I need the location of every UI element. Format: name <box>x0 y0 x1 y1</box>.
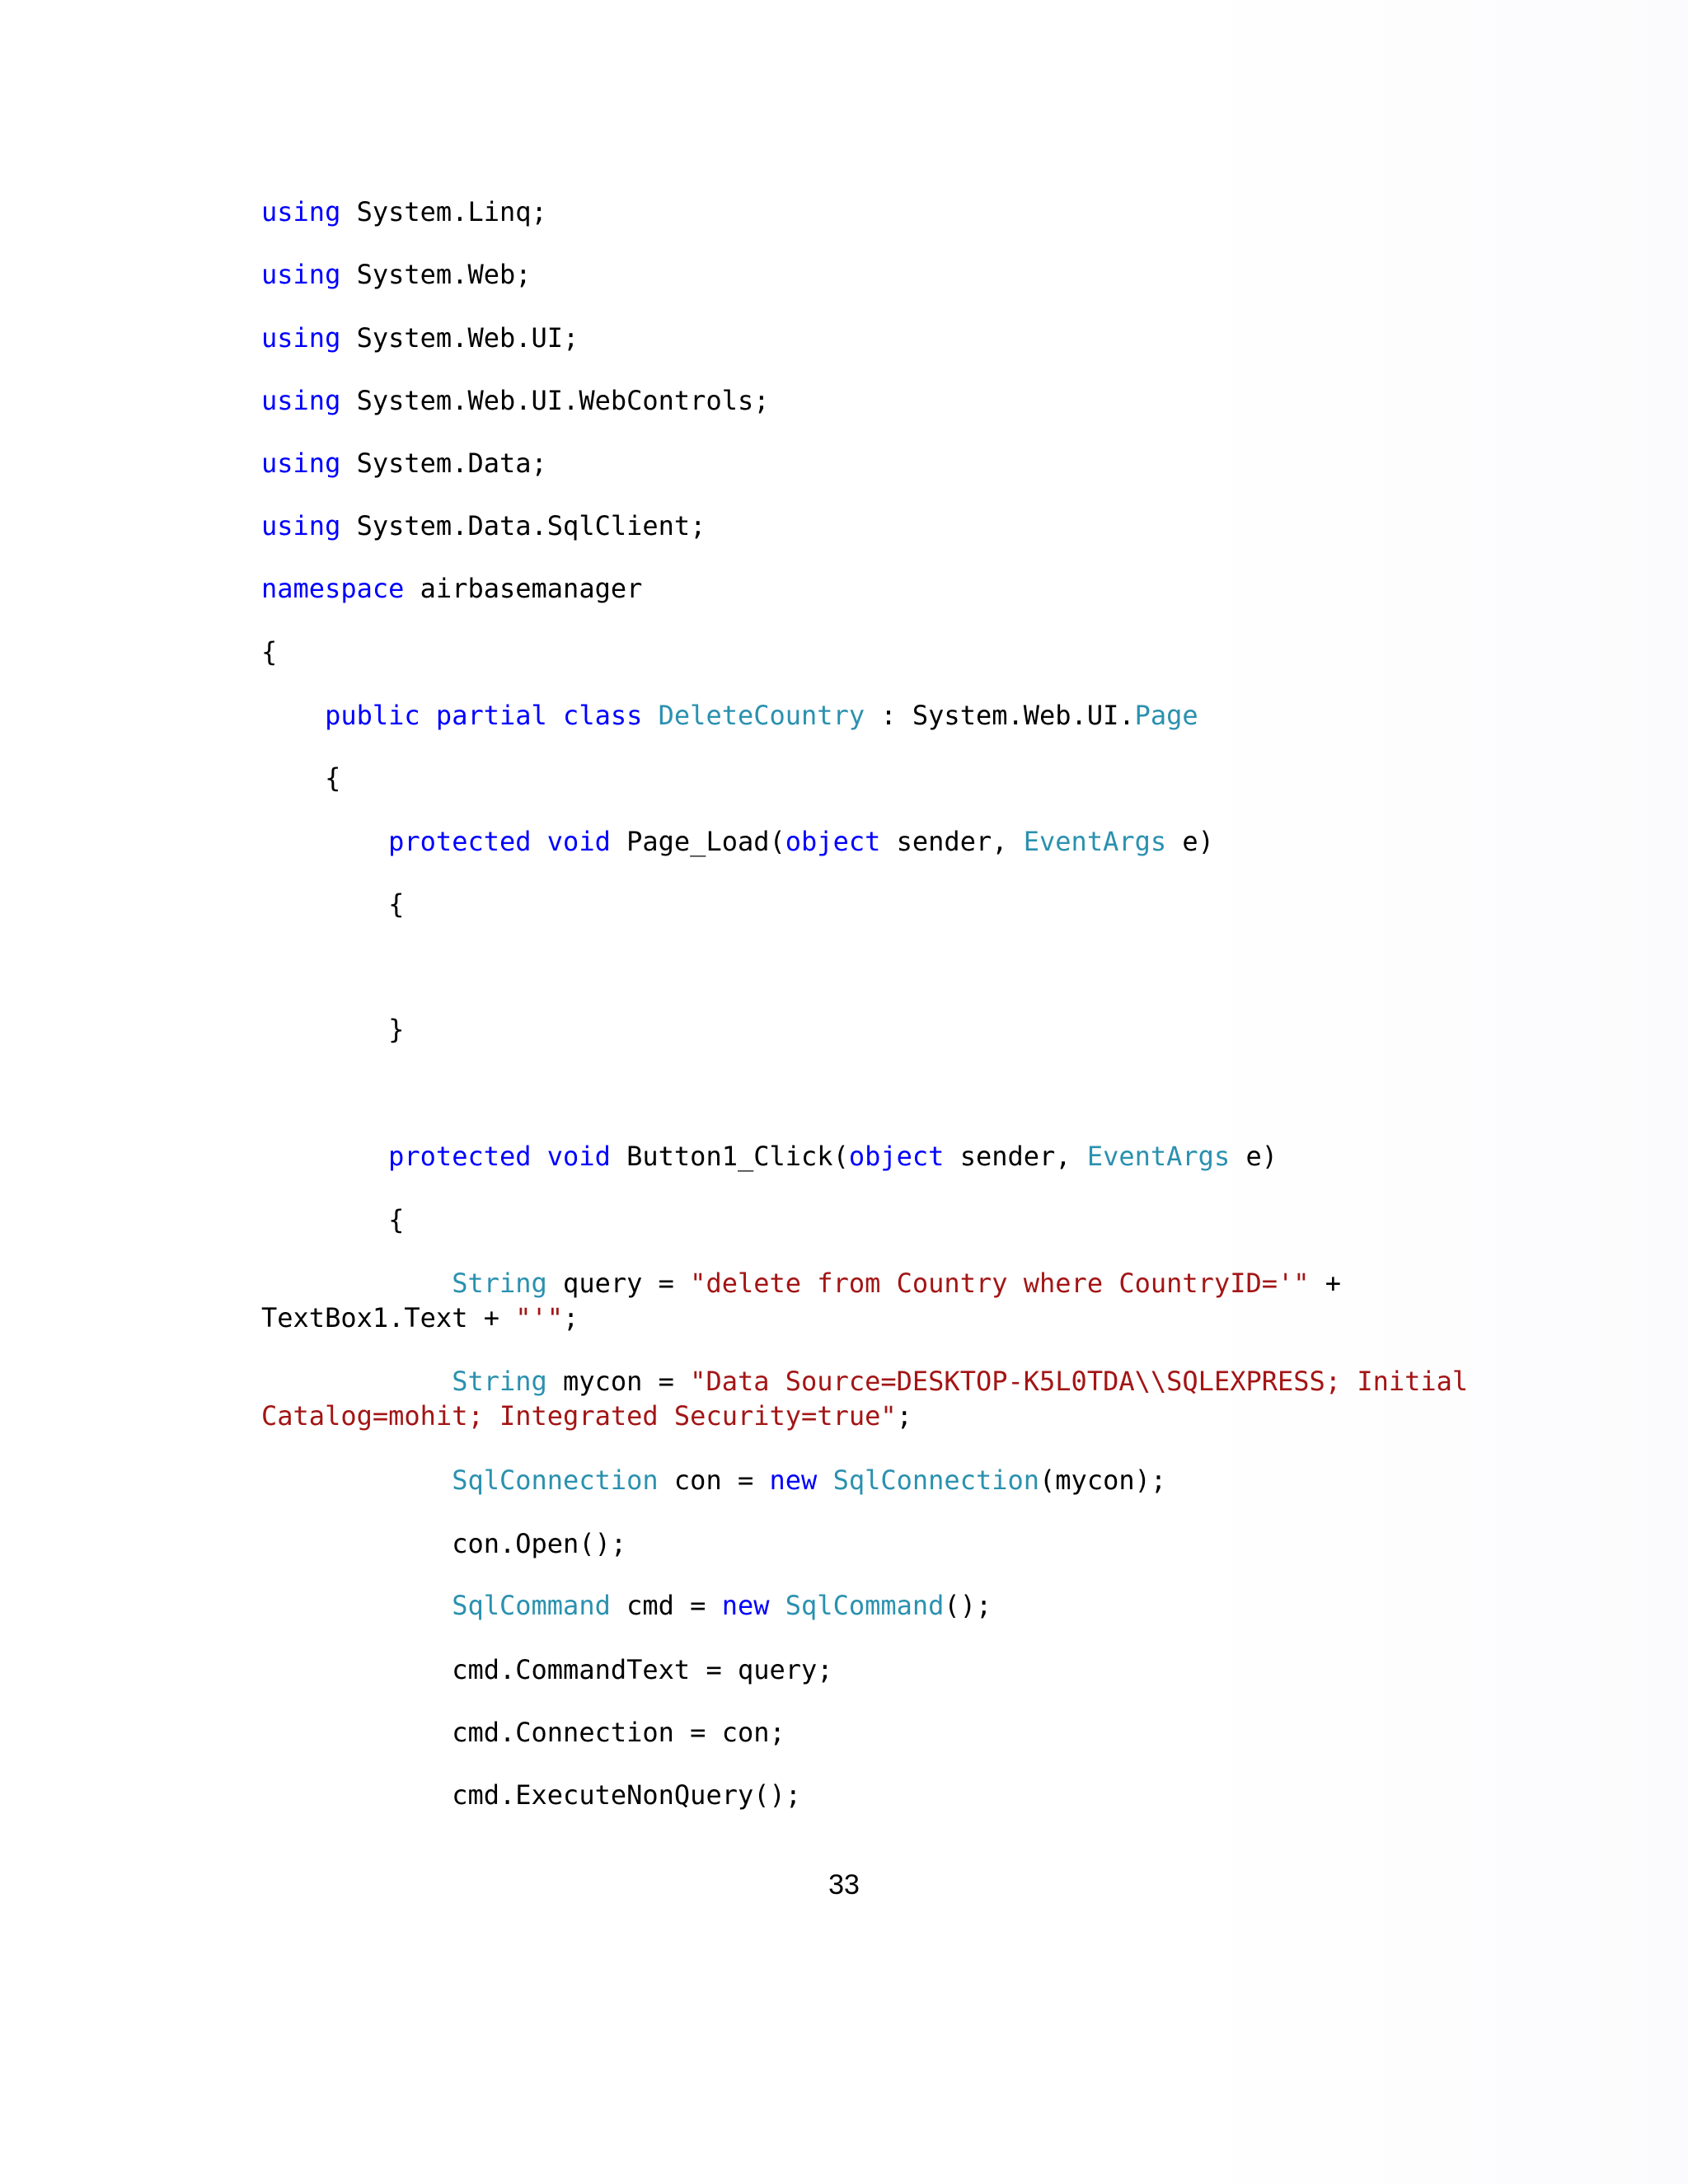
code-token <box>261 826 388 857</box>
code-line <box>261 321 579 355</box>
code-token: class <box>563 700 643 731</box>
code-token: object <box>848 1141 945 1172</box>
code-token <box>532 1141 547 1172</box>
code-token: EventArgs <box>1023 826 1167 857</box>
code-token: { <box>261 1204 405 1235</box>
code-token: (); <box>944 1590 992 1621</box>
code-token: cmd.CommandText = query; <box>261 1654 833 1685</box>
code-line <box>261 383 770 418</box>
code-token: SqlCommand <box>785 1590 945 1621</box>
code-line <box>261 1715 785 1750</box>
code-token: SqlConnection <box>832 1465 1040 1496</box>
code-token <box>261 700 325 731</box>
code-line <box>261 1463 1166 1497</box>
code-token: e) <box>1230 1141 1278 1172</box>
code-line <box>261 698 1198 733</box>
code-token <box>261 1465 452 1496</box>
code-token: mycon = <box>546 1366 691 1397</box>
code-token: : System.Web.UI. <box>865 700 1135 731</box>
code-line <box>261 887 404 921</box>
code-token <box>770 1590 785 1621</box>
code-line <box>261 571 642 606</box>
code-token: + <box>1309 1268 1342 1299</box>
code-line <box>261 1399 912 1433</box>
code-line <box>261 761 340 795</box>
code-token: (mycon); <box>1039 1465 1167 1496</box>
code-token: protected <box>388 1141 532 1172</box>
code-line <box>261 1364 1468 1399</box>
code-token: DeleteCountry <box>658 700 865 731</box>
code-token: Page_Load( <box>610 826 785 857</box>
code-token: cmd.ExecuteNonQuery(); <box>261 1779 802 1811</box>
code-line <box>261 446 547 480</box>
code-token <box>642 700 658 731</box>
code-token: con = <box>658 1465 770 1496</box>
code-token: partial <box>435 700 547 731</box>
code-token: TextBox1.Text + <box>261 1302 516 1333</box>
code-token: sender, <box>944 1141 1087 1172</box>
code-token <box>261 1366 452 1397</box>
code-token <box>547 700 563 731</box>
code-token: Button1_Click( <box>610 1141 849 1172</box>
code-token: String <box>452 1366 547 1397</box>
code-line <box>261 1778 801 1812</box>
code-token: "Data Source=DESKTOP-K5L0TDA\\SQLEXPRESS; Initial <box>690 1366 1469 1397</box>
code-token: using <box>261 448 341 479</box>
code-line <box>261 194 547 229</box>
code-token: Page <box>1134 700 1198 731</box>
code-line <box>261 824 1214 859</box>
page-number: 33 <box>828 1869 860 1900</box>
code-token: { <box>261 636 278 668</box>
code-token: } <box>261 1014 405 1045</box>
code-token: e) <box>1166 826 1214 857</box>
code-line <box>261 1139 1278 1174</box>
code-line <box>261 1588 992 1623</box>
code-token: public <box>325 700 420 731</box>
code-token: void <box>546 1141 611 1172</box>
code-token: cmd = <box>610 1590 722 1621</box>
code-token: using <box>261 196 341 227</box>
code-token: query = <box>546 1268 691 1299</box>
code-token: System.Linq; <box>340 196 547 227</box>
code-token: namespace <box>261 573 405 604</box>
code-token <box>261 1268 452 1299</box>
code-token: { <box>261 888 405 920</box>
code-token: using <box>261 510 341 541</box>
code-line <box>261 1526 626 1561</box>
code-token: System.Web.UI; <box>340 322 579 354</box>
code-token: using <box>261 385 341 416</box>
code-line <box>261 257 532 292</box>
code-token: using <box>261 322 341 354</box>
code-token: System.Data; <box>340 448 547 479</box>
code-token: cmd.Connection = con; <box>261 1717 785 1748</box>
code-token: airbasemanager <box>404 573 643 604</box>
code-token <box>532 826 547 857</box>
code-line <box>261 635 277 669</box>
code-token: { <box>261 762 341 794</box>
code-line <box>261 1266 1341 1301</box>
code-token: EventArgs <box>1086 1141 1231 1172</box>
code-token <box>261 1590 452 1621</box>
code-token: String <box>452 1268 547 1299</box>
code-token: SqlConnection <box>452 1465 659 1496</box>
code-line <box>261 1012 404 1047</box>
code-token: System.Data.SqlClient; <box>340 510 706 541</box>
code-token: protected <box>388 826 532 857</box>
code-token: new <box>769 1465 818 1496</box>
code-token: using <box>261 259 341 290</box>
code-line <box>261 1301 579 1335</box>
code-line <box>261 1652 833 1687</box>
code-token <box>420 700 436 731</box>
code-token: "delete from Country where CountryID='" <box>690 1268 1310 1299</box>
code-token: object <box>785 826 881 857</box>
code-token <box>817 1465 832 1496</box>
code-token: new <box>721 1590 770 1621</box>
code-token: System.Web.UI.WebControls; <box>340 385 770 416</box>
code-token: "'" <box>515 1302 564 1333</box>
code-token: con.Open(); <box>261 1528 627 1559</box>
code-token: sender, <box>880 826 1024 857</box>
code-line <box>261 1202 404 1237</box>
code-line <box>261 509 706 543</box>
code-token: SqlCommand <box>452 1590 611 1621</box>
code-token: void <box>546 826 611 857</box>
code-token: Catalog=mohit; Integrated Security=true" <box>261 1400 897 1432</box>
code-token: ; <box>563 1302 579 1333</box>
code-token <box>261 1141 388 1172</box>
code-token: ; <box>896 1400 912 1432</box>
code-token: System.Web; <box>340 259 532 290</box>
